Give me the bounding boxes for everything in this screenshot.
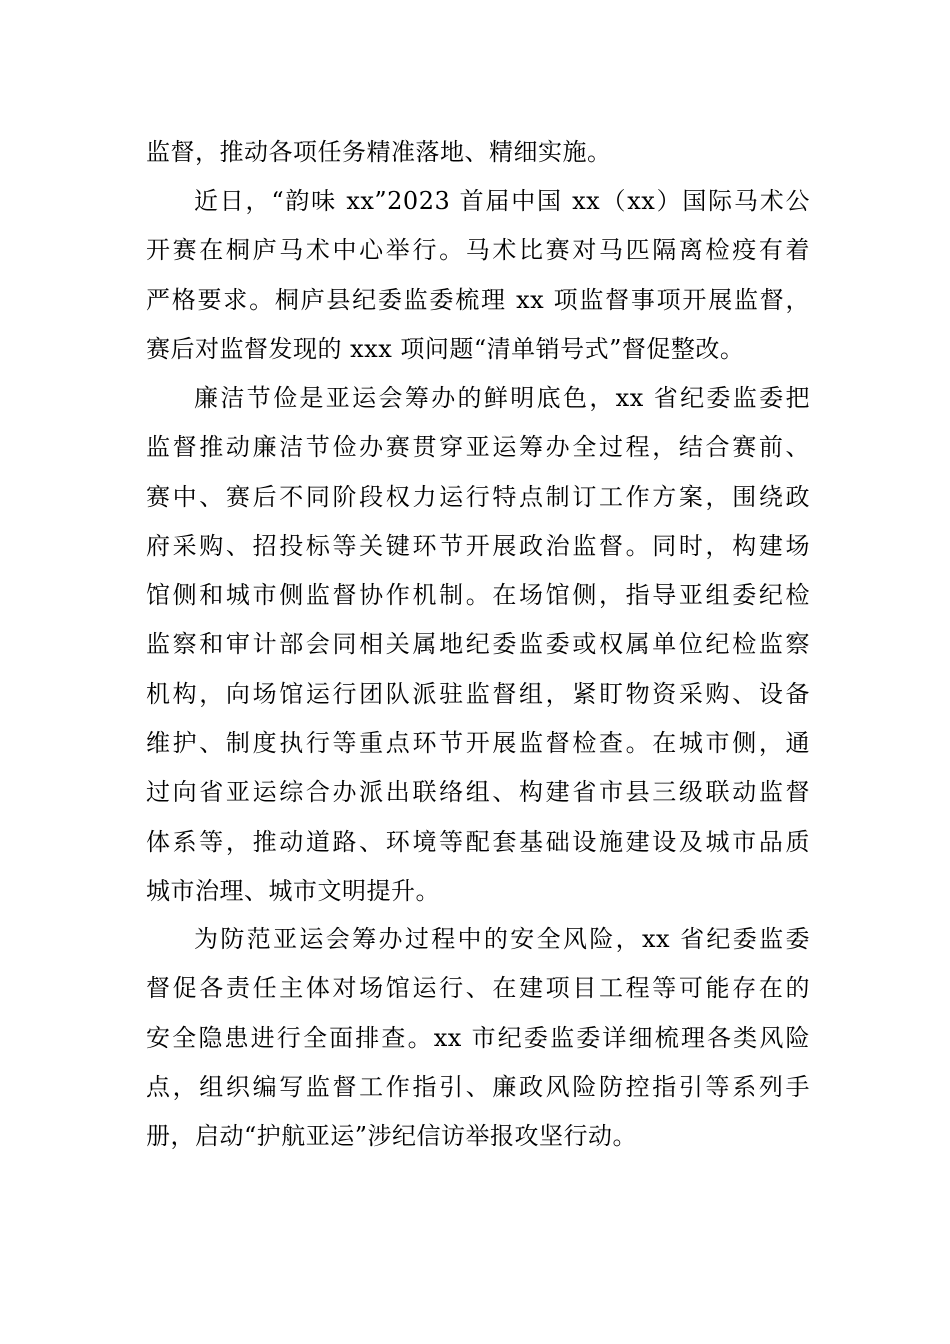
text-line: 体系等，推动道路、环境等配套基础设施建设及城市品质	[146, 827, 810, 856]
text-line: 馆侧和城市侧监督协作机制。在场馆侧，指导亚组委纪检	[146, 581, 810, 610]
text-line: 监督推动廉洁节俭办赛贯穿亚运筹办全过程，结合赛前、	[146, 433, 810, 462]
text-line: 机构，向场馆运行团队派驻监督组，紧盯物资采购、设备	[146, 679, 810, 708]
text-line: 监察和审计部会同相关属地纪委监委或权属单位纪检监察	[146, 630, 810, 659]
text-line: 城市治理、城市文明提升。	[146, 876, 440, 905]
paragraph-safety-risks	[146, 915, 810, 1161]
text-line: 维护、制度执行等重点环节开展监督检查。在城市侧，通	[146, 729, 810, 758]
text-line: 册，启动“护航亚运”涉纪信访举报攻坚行动。	[146, 1122, 638, 1151]
paragraph-continuation	[146, 128, 810, 177]
text-line: 督促各责任主体对场馆运行、在建项目工程等可能存在的	[146, 974, 810, 1003]
text-line: 廉洁节俭是亚运会筹办的鲜明底色，xx 省纪委监委把	[194, 384, 810, 412]
text-line: 赛后对监督发现的 xxx 项问题“清单销号式”督促整改。	[146, 334, 745, 363]
text-line: 开赛在桐庐马术中心举行。马术比赛对马匹隔离检疫有着	[146, 236, 810, 265]
paragraph-frugal-games	[146, 374, 810, 916]
text-line: 点，组织编写监督工作指引、廉政风险防控指引等系列手	[146, 1072, 810, 1101]
text-line: 监督，推动各项任务精准落地、精细实施。	[146, 138, 612, 166]
text-line: 为防范亚运会筹办过程中的安全风险，xx 省纪委监委	[194, 925, 810, 953]
text-line: 赛中、赛后不同阶段权力运行特点制订工作方案，围绕政	[146, 482, 810, 511]
text-line: 府采购、招投标等关键环节开展政治监督。同时，构建场	[146, 531, 810, 560]
text-line: 安全隐患进行全面排查。xx 市纪委监委详细梳理各类风险	[146, 1023, 810, 1052]
text-line: 近日，“韵味 xx”2023 首届中国 xx（xx）国际马术公	[194, 187, 810, 215]
text-line: 过向省亚运综合办派出联络组、构建省市县三级联动监督	[146, 778, 810, 807]
paragraph-equestrian-event	[146, 177, 810, 374]
text-line: 严格要求。桐庐县纪委监委梳理 xx 项监督事项开展监督，	[146, 285, 810, 314]
